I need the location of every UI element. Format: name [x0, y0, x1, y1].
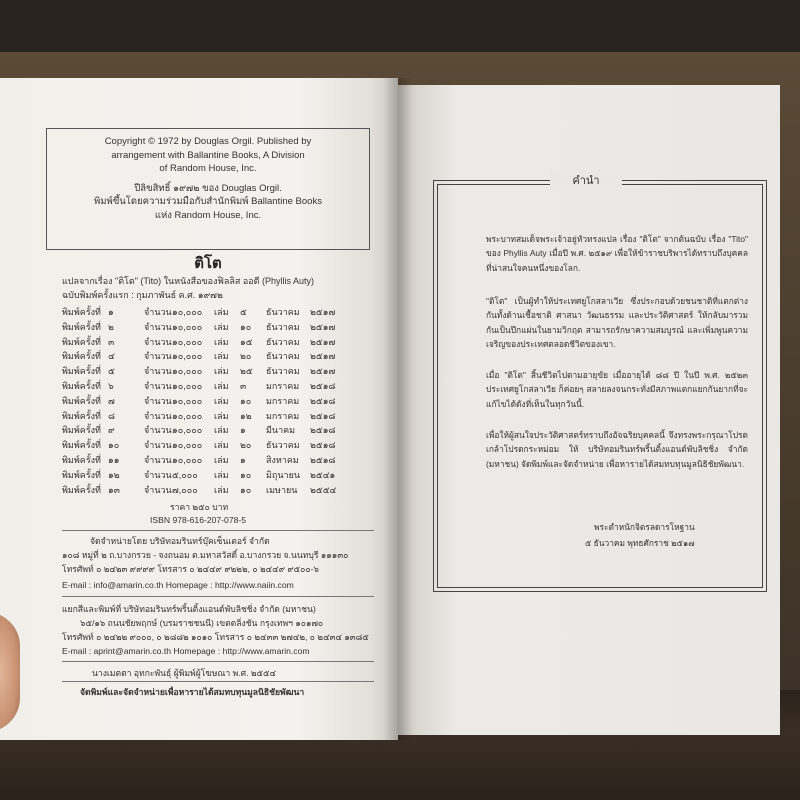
printing-label: พิมพ์ครั้งที่: [62, 380, 101, 391]
month: มกราคม: [266, 410, 300, 421]
amount-label: จำนวน: [144, 380, 172, 391]
preface-signature: พระตำหนักจิตรลดารโหฐาน: [594, 522, 695, 532]
printing-number: ๑๓: [108, 484, 120, 495]
amount-label: จำนวน: [144, 336, 172, 347]
day: ๒๕: [240, 366, 253, 377]
printing-row: [62, 483, 362, 498]
printing-number: ๕: [108, 366, 115, 377]
amount: ๕,๐๐๐: [172, 469, 198, 480]
volume-label: เล่ม: [214, 321, 229, 332]
amount-label: จำนวน: [144, 440, 172, 451]
amount: ๑๐,๐๐๐: [172, 410, 203, 421]
amount: ๑๐,๐๐๐: [172, 321, 203, 332]
month: มกราคม: [266, 395, 300, 406]
price: ราคา ๒๕๐ บาท: [170, 502, 229, 512]
preface-heading: คำนำ: [550, 171, 622, 189]
amount: ๑๐,๐๐๐: [172, 425, 203, 436]
year: ๒๕๔๑: [310, 469, 336, 480]
printing-number: ๔: [108, 351, 115, 362]
copyright-line: Copyright © 1972 by Douglas Orgil. Published by: [104, 136, 312, 147]
preface-paragraph: เมื่อ "ติโต" สิ้นชีวิตไปตามอายุขัย เมื่ออายุได้ ๘๘ ปี ในปี พ.ศ. ๒๕๒๓ ประเทศยูโกสลาเวีย ก็ค่อยๆ สลายลงจนกระทั่งมีสภาพแตกแยกกันยากที่จะแก้ไขได้ดังที่เห็นในทุกวันนี้.: [486, 370, 748, 409]
day: ๑๒: [240, 410, 252, 421]
preface-paragraph: พระบาทสมเด็จพระเจ้าอยู่หัวทรงแปล เรื่อง "ติโต" จากต้นฉบับ เรื่อง "Tito" ของ Phyllis Auty เมื่อปี พ.ศ. ๒๕๑๙ เพื่อให้ข้าราชบริพารได้ทราบถึงบุคคลที่น่าสนใจคนหนึ่งของโลก.: [486, 234, 748, 273]
amount: ๑๐,๐๐๐: [172, 336, 203, 347]
amount-label: จำนวน: [144, 395, 172, 406]
year: ๒๕๑๗: [310, 351, 336, 362]
month: ธันวาคม: [266, 366, 300, 377]
printing-number: ๙: [108, 425, 115, 436]
year: ๒๕๑๘: [310, 410, 336, 421]
distributor-line: จัดจำหน่ายโดย บริษัทอมรินทร์บุ๊คเซ็นเตอร์ จำกัด: [90, 536, 270, 546]
printing-row: [62, 423, 362, 438]
volume-label: เล่ม: [214, 380, 229, 391]
volume-label: เล่ม: [214, 336, 229, 347]
printing-row: [62, 305, 362, 320]
printing-number: ๗: [108, 395, 115, 406]
day: ๑: [240, 425, 246, 436]
amount-label: จำนวน: [144, 366, 172, 377]
month: เมษายน: [266, 484, 298, 495]
month: มิถุนายน: [266, 469, 301, 480]
printing-number: ๑๐: [108, 440, 120, 451]
printing-label: พิมพ์ครั้งที่: [62, 425, 101, 436]
year: ๒๕๑๘: [310, 454, 336, 465]
printing-label: พิมพ์ครั้งที่: [62, 469, 101, 480]
month: ธันวาคม: [266, 336, 300, 347]
volume-label: เล่ม: [214, 440, 229, 451]
day: ๑: [240, 454, 246, 465]
printer-line: โทรศัพท์ ๐ ๒๔๒๒ ๙๐๐๐, ๐ ๒๘๘๒ ๑๐๑๐ โทรสาร ๐ ๒๔๓๓ ๒๗๔๒, ๐ ๒๔๓๔ ๑๓๘๕: [62, 632, 369, 642]
copyright-line: แห่ง Random House, Inc.: [154, 209, 262, 221]
printer-line: ๖๕/๑๖ ถนนชัยพฤกษ์ (บรมราชชนนี) เขตตลิ่งชัน กรุงเทพฯ ๑๐๑๗๐: [80, 618, 324, 628]
year: ๒๕๑๘: [310, 425, 336, 436]
volume-label: เล่ม: [214, 454, 229, 465]
preface-paragraph: เพื่อให้ผู้สนใจประวัติศาสตร์ทราบถึงอัจฉริยบุคคลนี้ จึงทรงพระกรุณาโปรดเกล้าโปรดกระหม่อม ให้ บริษัทอมรินทร์พริ้นติ้งแอนด์พับลิชชิ่ง จำกัด (มหาชน) จัดพิมพ์และจัดจำหน่าย เพื่อหารายได้สมทบทุนมูลนิธิชัยพัฒนา.: [486, 430, 748, 469]
isbn: ISBN 978-616-207-078-5: [150, 515, 247, 525]
year: ๒๕๕๔: [310, 484, 337, 495]
volume-label: เล่ม: [214, 395, 229, 406]
printing-row: [62, 364, 362, 379]
printing-row: [62, 379, 362, 394]
printing-number: ๒: [108, 321, 114, 332]
volume-label: เล่ม: [214, 425, 229, 436]
copyright-line: arrangement with Ballantine Books, A Division: [111, 149, 305, 161]
volume-label: เล่ม: [214, 484, 229, 495]
amount-label: จำนวน: [144, 425, 172, 436]
volume-label: เล่ม: [214, 351, 229, 362]
printing-number: ๑๑: [108, 454, 120, 465]
distributor-line: โทรศัพท์ ๐ ๒๔๒๓ ๙๙๙๙ โทรสาร ๐ ๒๔๔๙ ๙๒๒๒, ๐ ๒๔๔๙ ๙๕๐๐-๖: [62, 564, 319, 574]
amount: ๑๐,๐๐๐: [172, 395, 203, 406]
day: ๒๐: [240, 351, 252, 362]
month: ธันวาคม: [266, 307, 300, 317]
distributor-line: ๑๐๘ หมู่ที่ ๒ ถ.บางกรวย - จงถนอม ต.มหาสวัสดิ์ อ.บางกรวย จ.นนทบุรี ๑๑๑๓๐: [62, 550, 349, 560]
year: ๒๕๑๘: [310, 380, 336, 391]
printing-number: ๑: [108, 307, 114, 317]
amount-label: จำนวน: [144, 469, 172, 480]
amount: ๑๐,๐๐๐: [172, 366, 203, 377]
divider: [62, 530, 374, 531]
amount-label: จำนวน: [144, 484, 172, 495]
printing-label: พิมพ์ครั้งที่: [62, 440, 101, 451]
printer-line: E-mail : aprint@amarin.co.th Homepage : http://www.amarin.com: [62, 646, 310, 656]
copyright-box: [46, 128, 370, 250]
day: ๓: [240, 380, 247, 391]
day: ๑๐: [240, 321, 252, 332]
amount-label: จำนวน: [144, 454, 172, 465]
printing-label: พิมพ์ครั้งที่: [62, 484, 101, 495]
copyright-line: ปีลิขสิทธิ์ ๑๙๗๒ ของ Douglas Orgil.: [134, 182, 282, 194]
divider: [62, 681, 374, 682]
amount-label: จำนวน: [144, 307, 172, 317]
printing-label: พิมพ์ครั้งที่: [62, 307, 101, 317]
year: ๒๕๑๗: [310, 366, 336, 377]
month: ธันวาคม: [266, 351, 300, 362]
day: ๑๐: [240, 484, 252, 495]
printing-row: [62, 335, 362, 350]
printing-label: พิมพ์ครั้งที่: [62, 336, 101, 347]
year: ๒๕๑๘: [310, 395, 336, 406]
footer-note: จัดพิมพ์และจัดจำหน่ายเพื่อหารายได้สมทบทุนมูลนิธิชัยพัฒนา: [80, 687, 305, 697]
month: ธันวาคม: [266, 440, 300, 451]
printing-label: พิมพ์ครั้งที่: [62, 410, 101, 421]
amount: ๑๐,๐๐๐: [172, 307, 203, 317]
amount-label: จำนวน: [144, 410, 172, 421]
printing-label: พิมพ์ครั้งที่: [62, 454, 101, 465]
month: สิงหาคม: [266, 454, 299, 465]
amount-label: จำนวน: [144, 321, 172, 332]
amount: ๑๐,๐๐๐: [172, 454, 203, 465]
preface-paragraph: "ติโต" เป็นผู้ทำให้ประเทศยูโกสลาเวีย ซึ่งประกอบด้วยชนชาติที่แตกต่างกันทั้งด้านเชื้อชาติ ศาสนา วัฒนธรรม และประวัติศาสตร์ ให้กลับมารวมกันเป็นปึกแผ่นในยามวิกฤต สามารถรักษาความสมบูรณ์ และเพิ่มพูนความเจริญของประเทศตลอดชีวิตของเขา.: [486, 296, 748, 350]
amount: ๗,๐๐๐: [172, 484, 198, 495]
distributor-line: E-mail : info@amarin.co.th Homepage : http://www.naiin.com: [62, 580, 294, 590]
book-title: ติโต: [194, 254, 222, 272]
copyright-line: of Random House, Inc.: [159, 163, 257, 175]
printer-line: แยกสีและพิมพ์ที่ บริษัทอมรินทร์พริ้นติ้งแอนด์พับลิชชิ่ง จำกัด (มหาชน): [62, 604, 316, 614]
copyright-line: พิมพ์ขึ้นโดยความร่วมมือกับสำนักพิมพ์ Ballantine Books: [94, 196, 322, 208]
volume-label: เล่ม: [214, 410, 229, 421]
day: ๑๐: [240, 469, 252, 480]
year: ๒๕๑๗: [310, 321, 336, 332]
printing-row: [62, 320, 362, 335]
day: ๑๕: [240, 336, 253, 347]
month: ธันวาคม: [266, 321, 300, 332]
year: ๒๕๑๗: [310, 307, 336, 317]
preface-date: ๕ ธันวาคม พุทธศักราช ๒๕๑๗: [585, 538, 695, 548]
translated-from: แปลจากเรื่อง "ติโต" (Tito) ในหนังสือของฟิลลิส ออตี (Phyllis Auty): [62, 276, 315, 286]
day: ๕: [240, 307, 247, 317]
year: ๒๕๑๘: [310, 440, 336, 451]
day: ๑๐: [240, 395, 252, 406]
printing-row: [62, 409, 362, 424]
printing-row: [62, 468, 362, 483]
amount-label: จำนวน: [144, 351, 172, 362]
printing-label: พิมพ์ครั้งที่: [62, 321, 101, 332]
volume-label: เล่ม: [214, 469, 229, 480]
volume-label: เล่ม: [214, 366, 229, 377]
publisher-note: นางเมตตา อุทกะพันธุ์ ผู้พิมพ์ผู้โฆษณา พ.ศ. ๒๕๕๔: [92, 668, 277, 678]
day: ๒๐: [240, 440, 252, 451]
volume-label: เล่ม: [214, 307, 229, 317]
printing-row: [62, 349, 362, 364]
printing-number: ๖: [108, 380, 114, 391]
printing-label: พิมพ์ครั้งที่: [62, 366, 101, 377]
printing-number: ๓: [108, 336, 115, 347]
year: ๒๕๑๗: [310, 336, 336, 347]
printing-history: [62, 305, 362, 497]
printing-number: ๑๒: [108, 469, 120, 480]
first-edition: ฉบับพิมพ์ครั้งแรก : กุมภาพันธ์ ค.ศ. ๑๙๗๒: [62, 290, 223, 300]
amount: ๑๐,๐๐๐: [172, 351, 203, 362]
printing-label: พิมพ์ครั้งที่: [62, 351, 101, 362]
printing-row: [62, 394, 362, 409]
printing-row: [62, 453, 362, 468]
month: มีนาคม: [266, 425, 296, 436]
month: มกราคม: [266, 380, 300, 391]
printing-number: ๘: [108, 410, 115, 421]
divider: [62, 661, 374, 662]
printing-row: [62, 438, 362, 453]
divider: [62, 596, 374, 597]
amount: ๑๐,๐๐๐: [172, 380, 203, 391]
printing-label: พิมพ์ครั้งที่: [62, 395, 101, 406]
amount: ๑๐,๐๐๐: [172, 440, 203, 451]
